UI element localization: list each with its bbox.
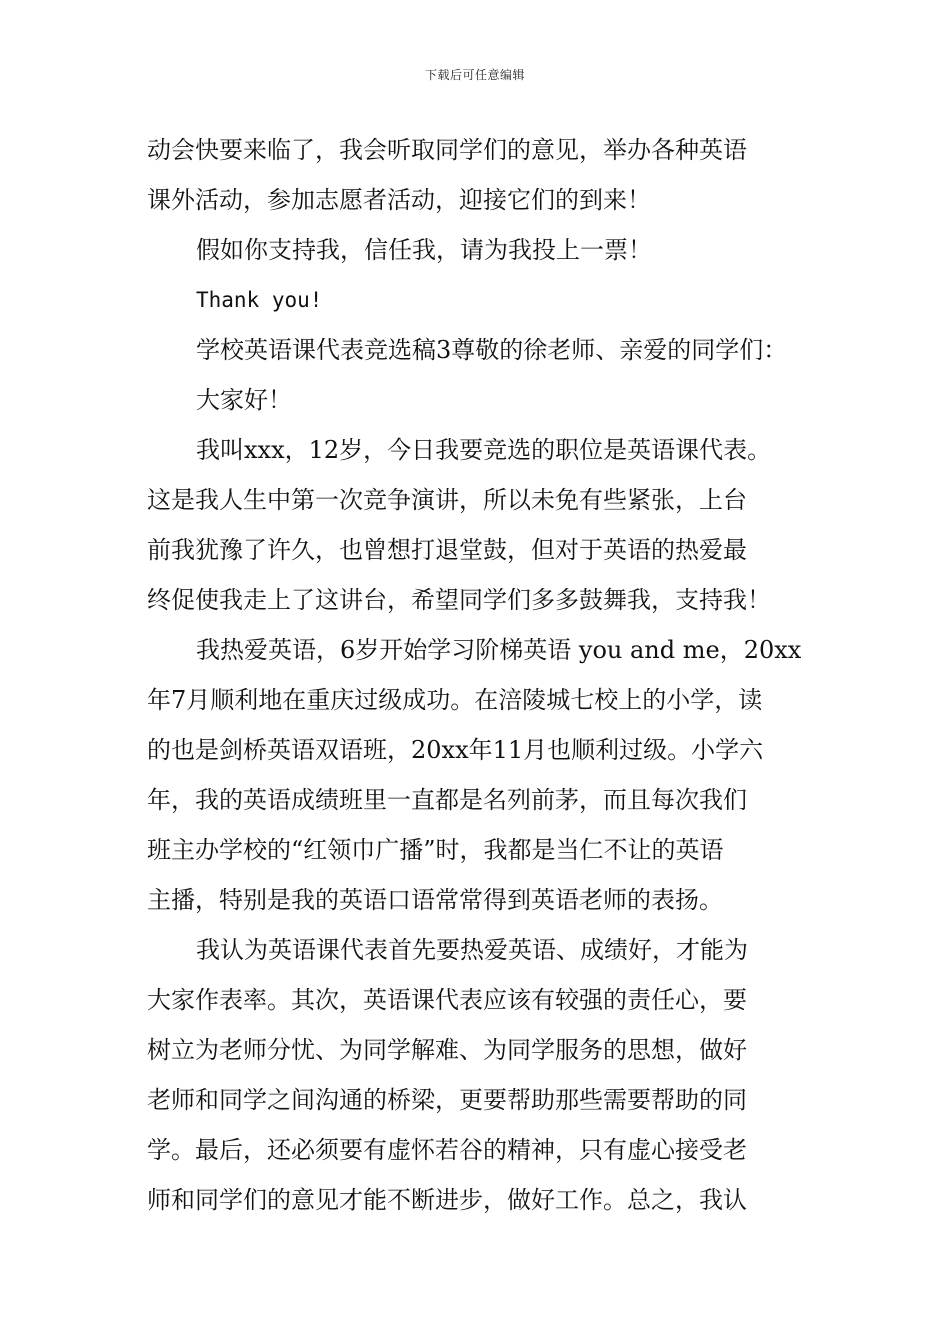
text-line: 动会快要来临了，我会听取同学们的意见，举办各种英语 <box>147 136 747 164</box>
text-line: 班主办学校的“红领巾广播”时，我都是当仁不让的英语 <box>147 836 724 864</box>
text-line: 课外活动，参加志愿者活动，迎接它们的到来！ <box>147 186 651 214</box>
text-line: 主播，特别是我的英语口语常常得到英语老师的表扬。 <box>147 886 723 914</box>
text-line: Thank you! <box>196 288 323 312</box>
header-note: 下载后可任意编辑 <box>424 68 525 82</box>
text-line: 老师和同学之间沟通的桥梁，更要帮助那些需要帮助的同 <box>147 1086 747 1114</box>
text-line: 年7月顺利地在重庆过级成功。在涪陵城七校上的小学，读 <box>147 686 763 714</box>
text-line: 树立为老师分忧、为同学解难、为同学服务的思想，做好 <box>147 1036 747 1064</box>
text-line: 学。最后，还必须要有虚怀若谷的精神，只有虚心接受老 <box>147 1136 747 1164</box>
text-line: 年，我的英语成绩班里一直都是名列前茅，而且每次我们 <box>147 786 747 814</box>
text-line: 假如你支持我，信任我，请为我投上一票！ <box>196 236 652 264</box>
text-line: 的也是剑桥英语双语班，20xx年11月也顺利过级。小学六 <box>147 736 764 764</box>
text-line: 大家作表率。其次，英语课代表应该有较强的责任心，要 <box>147 986 747 1014</box>
text-line: 我叫xxx，12岁，今日我要竞选的职位是英语课代表。 <box>196 436 772 464</box>
text-line: 终促使我走上了这讲台，希望同学们多多鼓舞我，支持我！ <box>147 586 771 614</box>
text-line: 我热爱英语，6岁开始学习阶梯英语 you and me，20xx <box>196 636 802 664</box>
document-body <box>147 127 827 1227</box>
text-line: 师和同学们的意见才能不断进步，做好工作。总之，我认 <box>147 1186 747 1214</box>
text-line: 我认为英语课代表首先要热爱英语、成绩好，才能为 <box>196 936 748 964</box>
greeting-line: 大家好！ <box>196 386 292 414</box>
text-line: 这是我人生中第一次竞争演讲，所以未免有些紧张，上台 <box>147 486 747 514</box>
section-heading-line: 学校英语课代表竞选稿3尊敬的徐老师、亲爱的同学们： <box>196 336 788 364</box>
text-line: 前我犹豫了许久，也曾想打退堂鼓，但对于英语的热爱最 <box>147 536 747 564</box>
